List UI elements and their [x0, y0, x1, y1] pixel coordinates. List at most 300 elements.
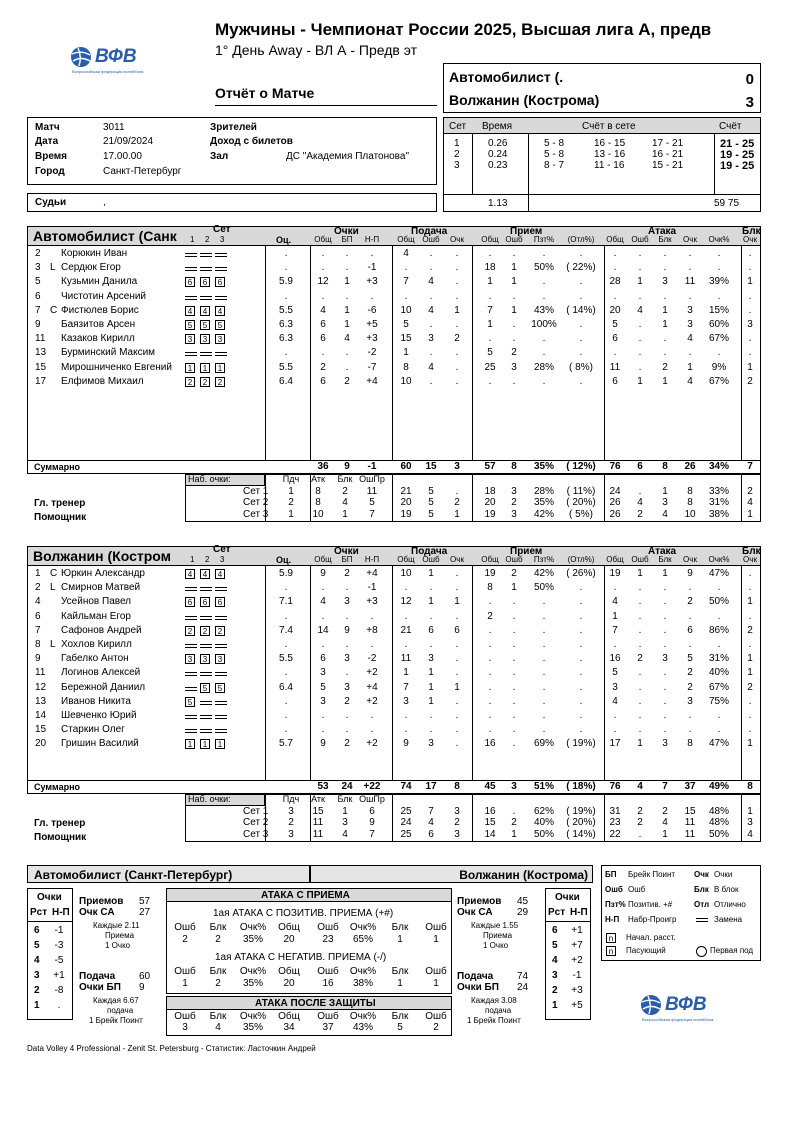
stat-np: +4: [366, 375, 378, 387]
set-not-played: [215, 672, 227, 676]
rotation-value: -8: [54, 985, 64, 996]
set-s-tot: 20: [400, 497, 412, 509]
attack-col-header: Ошб: [425, 1011, 447, 1022]
stat-s-pts: .: [455, 653, 459, 665]
set-pdch: 2: [288, 497, 294, 509]
stat-a-err: .: [638, 610, 642, 622]
left-rot-np: Н-П: [52, 907, 70, 918]
stat-s-tot: .: [404, 639, 408, 650]
stat-np: .: [370, 724, 374, 736]
set-r-pos: 50%: [533, 828, 554, 840]
rotation-number: 4: [552, 955, 558, 966]
col-sub-header: Очк: [683, 555, 697, 564]
sets-table: [443, 117, 761, 212]
stat-a-tot: 4: [612, 596, 618, 608]
col-sub-header: Общ: [481, 555, 499, 564]
right-rotation-box: [545, 888, 591, 1020]
stat-pt: 5: [320, 681, 326, 693]
total-r-tot: 45: [484, 780, 496, 792]
stat-pt: .: [321, 290, 325, 302]
stat-blk: 2: [747, 375, 753, 387]
set-start-position: 2: [215, 626, 225, 636]
stat-a-pts: 3: [687, 304, 693, 316]
stat-s-tot: 9: [403, 738, 409, 750]
set-r-err: .: [512, 805, 516, 817]
set-not-played: [185, 616, 197, 620]
stat-s-tot: 8: [403, 361, 409, 373]
attack-col-header: Очк%: [239, 922, 267, 933]
set-start-position: 2: [200, 377, 210, 387]
right-ca-label: Очк СА: [457, 907, 493, 918]
col-sub-header: Очк: [683, 235, 697, 244]
stat-bp: .: [345, 262, 349, 274]
stat-r-err: .: [512, 375, 516, 387]
set-a-tot: 31: [609, 805, 621, 817]
stat-a-pts: .: [688, 710, 692, 721]
stat-a-pct: 67%: [708, 333, 729, 345]
attack-value: 2: [182, 934, 188, 945]
set-s-err: 5: [428, 485, 434, 497]
rotation-number: 6: [34, 925, 40, 936]
stat-s-err: .: [429, 375, 433, 387]
legend-start-label: Начал. расст.: [626, 933, 676, 942]
set-start-position: 4: [185, 569, 195, 579]
stat-r-err: 2: [511, 347, 517, 359]
match-city: Санкт-Петербург: [103, 166, 182, 177]
stat-s-pts: 1: [454, 304, 460, 316]
rotation-number: 5: [552, 940, 558, 951]
stat-a-pts: .: [688, 610, 692, 622]
set-r-pos: 35%: [533, 497, 554, 509]
set-row-label: Сет 3: [243, 828, 269, 840]
set-a-tot: 22: [609, 828, 621, 840]
col-serve: Подача: [411, 226, 448, 237]
stat-a-pts: .: [688, 262, 692, 274]
stat-r-err: .: [512, 653, 516, 665]
total-r-err: 8: [511, 460, 517, 472]
set-not-played: [185, 687, 197, 691]
col-oc: Оц.: [276, 235, 292, 245]
left-rot-title: Очки: [37, 892, 62, 903]
player-role: L: [50, 582, 56, 594]
set-a-pts: 10: [684, 508, 696, 520]
stat-a-pct: 40%: [708, 667, 729, 679]
stat-r-exc: .: [579, 596, 583, 608]
left-each3: 1 Очко: [105, 941, 131, 950]
stat-blk: .: [748, 710, 752, 721]
stat-r-err: 1: [511, 276, 517, 288]
stat-a-pct: 75%: [708, 695, 729, 707]
set-start-position: 3: [215, 654, 225, 664]
stat-r-tot: 16: [484, 738, 496, 750]
stat-pt: 9: [320, 738, 326, 750]
sets-row-time: 0.26: [488, 138, 508, 149]
stat-blk: .: [748, 639, 752, 650]
set-start-position: 4: [200, 569, 210, 579]
set-start-position: 6: [215, 277, 225, 287]
left-ca-label: Очк СА: [79, 907, 115, 918]
stat-blk: .: [748, 333, 752, 345]
total-a-pct: 49%: [708, 780, 729, 792]
stat-r-pos: .: [542, 681, 546, 693]
col-attack: Атака: [648, 546, 677, 557]
nab-col-atk: Атк: [311, 793, 325, 804]
sets-row-score: 19 - 25: [720, 160, 755, 172]
stat-bp: 9: [344, 624, 350, 636]
stat-s-err: 1: [428, 596, 434, 608]
stat-s-pts: .: [455, 695, 459, 707]
col-sub-header: Ошб: [422, 555, 440, 564]
set-not-played: [185, 644, 197, 648]
attack-reception-box: [166, 888, 452, 994]
stat-a-err: .: [638, 695, 642, 707]
stat-a-err: .: [638, 582, 642, 594]
stat-oc: .: [284, 582, 288, 594]
sets-row-p2: 16 - 15: [594, 138, 626, 149]
set-r-err: 1: [511, 828, 517, 840]
legend-setter-icon: n: [606, 946, 616, 956]
rotation-number: 6: [552, 925, 558, 936]
attack-col-header: Блк: [391, 1011, 409, 1022]
total-pt: 36: [317, 460, 329, 472]
time-label: Время: [35, 151, 67, 162]
stat-np: -1: [367, 582, 377, 594]
sets-row-set: 2: [454, 149, 460, 160]
player-name: Усейнов Павел: [61, 596, 132, 608]
col-sub-header: (Отл%): [567, 555, 595, 564]
footer-text: Data Volley 4 Professional - Zenit St. Petersburg - Статистик: Ласточкин Андрей: [27, 1044, 316, 1053]
stat-a-pts: 4: [687, 375, 693, 387]
set-start-position: 1: [215, 363, 225, 373]
stat-oc: 5.9: [279, 568, 293, 579]
stat-r-err: 1: [511, 262, 517, 274]
set-oshpr: 5: [369, 497, 375, 509]
legend-abbr: Ошб: [605, 885, 623, 894]
set-a-tot: 24: [609, 485, 621, 497]
set-row-label: Сет 1: [243, 485, 269, 497]
set-r-exc: ( 11%): [566, 485, 596, 497]
player-name: Сердюк Егор: [61, 262, 121, 274]
set-start-position: 4: [200, 306, 210, 316]
attack-col-header: Очк%: [239, 1011, 267, 1022]
rotation-value: -1: [54, 925, 64, 936]
set-not-played: [185, 729, 197, 733]
col-sub-header: Общ: [314, 235, 332, 244]
set-not-played: [200, 715, 212, 719]
col-sub-header: (Отл%): [567, 235, 595, 244]
set-a-err: 2: [637, 805, 643, 817]
stat-bp: 3: [344, 596, 350, 608]
stat-pt: 6: [320, 333, 326, 345]
set-r-pos: 28%: [533, 485, 554, 497]
stat-s-tot: 10: [400, 375, 412, 387]
assistant-label: Помощник: [34, 511, 87, 523]
stat-pt: 14: [317, 624, 329, 636]
stat-s-pts: .: [455, 639, 459, 650]
income-label: Доход с билетов: [210, 136, 293, 147]
team2-name: Волжанин (Кострома): [449, 92, 600, 108]
stat-oc: .: [284, 639, 288, 650]
set-a-blk: 2: [662, 805, 668, 817]
attack-col-header: Ошб: [174, 1011, 196, 1022]
stat-s-err: 4: [428, 276, 434, 288]
stat-np: +3: [366, 276, 378, 288]
stat-a-pct: 60%: [708, 319, 729, 330]
attack-value: 1: [397, 934, 403, 945]
stat-a-pts: 5: [687, 653, 693, 665]
stat-r-pos: .: [542, 695, 546, 707]
assistant-label: Помощник: [34, 831, 87, 843]
stat-a-pct: 39%: [708, 276, 729, 288]
stat-r-pos: 28%: [533, 361, 554, 373]
stat-s-tot: 15: [400, 333, 412, 345]
rotation-value: -5: [54, 955, 64, 966]
match-number: 3011: [103, 122, 125, 133]
player-number: 15: [35, 361, 47, 373]
stat-s-tot: 11: [400, 653, 412, 665]
set-start-position: 1: [200, 739, 210, 749]
stat-bp: 2: [344, 695, 350, 707]
attack-value: 38%: [352, 978, 373, 989]
total-r-tot: 57: [484, 460, 496, 472]
stat-a-pts: .: [688, 290, 692, 302]
set-not-played: [200, 296, 212, 300]
referees-label: Судьи: [35, 197, 67, 208]
city-label: Город: [35, 166, 65, 177]
stat-r-pos: .: [542, 347, 546, 359]
stat-a-blk: 1: [662, 568, 668, 579]
set-not-played: [185, 352, 197, 356]
stat-np: +4: [366, 681, 378, 693]
stat-bp: .: [345, 724, 349, 736]
set-start-position: 3: [215, 334, 225, 344]
stat-a-err: .: [638, 667, 642, 679]
stat-r-exc: .: [579, 347, 583, 359]
player-name: Логинов Алексей: [61, 667, 141, 679]
attack-col-header: Ошб: [425, 966, 447, 977]
stat-r-exc: .: [579, 667, 583, 679]
total-s-pts: 8: [454, 780, 460, 792]
stat-a-pts: .: [688, 248, 692, 259]
stat-oc: .: [284, 290, 288, 302]
player-role: L: [50, 262, 56, 274]
stat-blk: 1: [747, 738, 753, 750]
set-a-blk: 4: [662, 508, 668, 520]
stat-r-err: 2: [511, 568, 517, 579]
player-name: Юркин Александр: [61, 568, 145, 579]
rotation-value: +5: [571, 1000, 583, 1011]
stat-r-pos: .: [542, 248, 546, 259]
player-number: 9: [35, 653, 41, 665]
col-sub-header: Общ: [397, 555, 415, 564]
total-pt: 53: [317, 780, 329, 792]
total-bp: 9: [344, 460, 350, 472]
legend-desc: Набр-Проигр: [628, 915, 677, 924]
attack-col-header: Ошб: [174, 966, 196, 977]
stat-s-tot: 10: [400, 304, 412, 316]
set-s-tot: 19: [400, 508, 412, 520]
stat-r-tot: .: [488, 596, 492, 608]
set-not-played: [215, 701, 227, 705]
player-number: 6: [35, 290, 41, 302]
team1-name: Автомобилист (.: [449, 69, 564, 85]
set-start-position: 3: [185, 334, 195, 344]
attack-col-header: Очк%: [239, 966, 267, 977]
team1-score: 0: [745, 71, 754, 88]
stat-oc: 7.1: [279, 596, 293, 608]
col-sub-header: Общ: [314, 555, 332, 564]
stat-a-blk: .: [663, 582, 667, 594]
set-atk: 11: [312, 828, 324, 840]
set-not-played: [215, 644, 227, 648]
stat-bp: 4: [344, 333, 350, 345]
player-number: 15: [35, 724, 47, 736]
set-blk: 4: [747, 497, 753, 509]
rotation-number: 3: [34, 970, 40, 981]
player-number: 3: [35, 262, 41, 274]
stat-s-err: 3: [428, 333, 434, 345]
stat-oc: .: [284, 724, 288, 736]
stat-bp: 3: [344, 681, 350, 693]
stat-pt: 6: [320, 653, 326, 665]
set-start-position: 1: [185, 739, 195, 749]
player-number: 12: [35, 681, 47, 693]
stat-s-err: 4: [428, 361, 434, 373]
stat-blk: .: [748, 262, 752, 274]
stat-r-tot: 1: [487, 276, 493, 288]
legend-desc: Ошб: [628, 885, 646, 894]
left-stats: [77, 893, 163, 1033]
legend-first-serve-icon: [696, 946, 707, 957]
stat-np: .: [370, 639, 374, 650]
stat-s-pts: .: [455, 361, 459, 373]
stat-s-pts: .: [455, 319, 459, 330]
sets-row-p3: 16 - 21: [652, 149, 684, 160]
stat-s-tot: .: [404, 610, 408, 622]
set-start-position: 6: [200, 597, 210, 607]
set-a-pct: 33%: [708, 485, 729, 497]
stat-a-err: 1: [637, 276, 643, 288]
set-a-pct: 48%: [708, 805, 729, 817]
attack-value: 35%: [242, 978, 263, 989]
set-not-played: [200, 253, 212, 257]
player-name: Мирошниченко Евгений: [61, 361, 172, 373]
page-title: Мужчины - Чемпионат России 2025, Высшая лига А, предв: [215, 20, 712, 39]
stat-blk: 2: [747, 681, 753, 693]
set-r-pos: 40%: [533, 817, 554, 829]
stat-blk: .: [748, 290, 752, 302]
set-a-blk: 1: [662, 828, 668, 840]
set-a-pct: 31%: [708, 497, 729, 509]
set-atk: 15: [312, 805, 324, 817]
stat-r-err: 1: [511, 304, 517, 316]
stat-r-pos: .: [542, 639, 546, 650]
stat-a-pct: .: [717, 582, 721, 594]
logo-bottom: [640, 992, 740, 1026]
stat-oc: 6.3: [279, 333, 293, 345]
set-not-played: [185, 672, 197, 676]
total-s-err: 15: [425, 460, 437, 472]
stat-a-err: 4: [637, 304, 643, 316]
col-sub-header: БП: [341, 555, 353, 564]
stat-np: .: [370, 248, 374, 259]
stat-r-tot: .: [488, 653, 492, 665]
stat-r-pos: .: [542, 653, 546, 665]
stat-s-pts: 1: [454, 596, 460, 608]
left-ca: 27: [139, 907, 151, 918]
set-a-err: .: [638, 828, 642, 840]
stat-s-pts: 1: [454, 681, 460, 693]
sets-row-p1: 5 - 8: [544, 149, 565, 160]
set-r-tot: 18: [484, 485, 496, 497]
left-each4: Каждая 6.67: [93, 996, 139, 1005]
right-rec-label: Приемов: [457, 896, 502, 907]
legend-setter-label: Пасующий: [626, 946, 666, 955]
stat-r-err: .: [512, 710, 516, 721]
col-set-num: 2: [205, 555, 210, 564]
stat-s-err: .: [429, 262, 433, 274]
stat-pt: 4: [320, 304, 326, 316]
set-a-pts: 11: [684, 817, 696, 829]
stat-np: +5: [366, 319, 378, 330]
legend-start-icon: n: [606, 933, 616, 943]
attack-col-header: Блк: [391, 966, 409, 977]
total-s-err: 17: [425, 780, 437, 792]
stat-a-tot: 16: [609, 653, 621, 665]
stat-a-tot: .: [613, 290, 617, 302]
right-each6: 1 Брейк Поинт: [467, 1016, 521, 1025]
stat-pt: 4: [320, 596, 326, 608]
stat-a-tot: 5: [612, 667, 618, 679]
player-number: 14: [35, 710, 47, 721]
stat-np: -1: [367, 262, 377, 274]
stat-r-err: .: [512, 596, 516, 608]
set-start-position: 1: [185, 363, 195, 373]
stat-r-exc: .: [579, 333, 583, 345]
set-s-err: 7: [428, 805, 434, 817]
player-name: Иванов Никита: [61, 695, 131, 707]
stat-r-exc: ( 22%): [566, 262, 596, 274]
left-rotation-box: [27, 888, 73, 1020]
sets-row-p2: 11 - 16: [594, 160, 625, 171]
player-name: Хохлов Кирилл: [61, 639, 132, 650]
player-number: 13: [35, 695, 47, 707]
stat-s-err: 3: [428, 653, 434, 665]
set-r-pos: 42%: [533, 508, 554, 520]
total-r-exc: ( 12%): [566, 460, 596, 472]
stat-a-pct: 86%: [708, 624, 729, 636]
match-time: 17.00.00: [103, 151, 142, 162]
set-not-played: [185, 296, 197, 300]
stat-a-blk: .: [663, 610, 667, 622]
rotation-number: 3: [552, 970, 558, 981]
stat-r-pos: .: [542, 333, 546, 345]
stat-s-pts: 6: [454, 624, 460, 636]
set-a-err: 4: [637, 497, 643, 509]
attack-col-header: Очк%: [349, 966, 377, 977]
stat-a-pct: .: [717, 610, 721, 622]
volleyball-logo-icon: [70, 46, 92, 68]
nab-col-blk: Блк: [337, 793, 353, 804]
logo-bottom-subtext: Всероссийская федерация волейбола: [642, 1017, 714, 1022]
total-r-err: 3: [511, 780, 517, 792]
set-s-pts: 2: [454, 497, 460, 509]
stat-a-err: 1: [637, 738, 643, 750]
stat-a-err: .: [638, 248, 642, 259]
stat-a-blk: .: [663, 624, 667, 636]
stat-pt: .: [321, 639, 325, 650]
stat-s-tot: 10: [400, 568, 412, 579]
